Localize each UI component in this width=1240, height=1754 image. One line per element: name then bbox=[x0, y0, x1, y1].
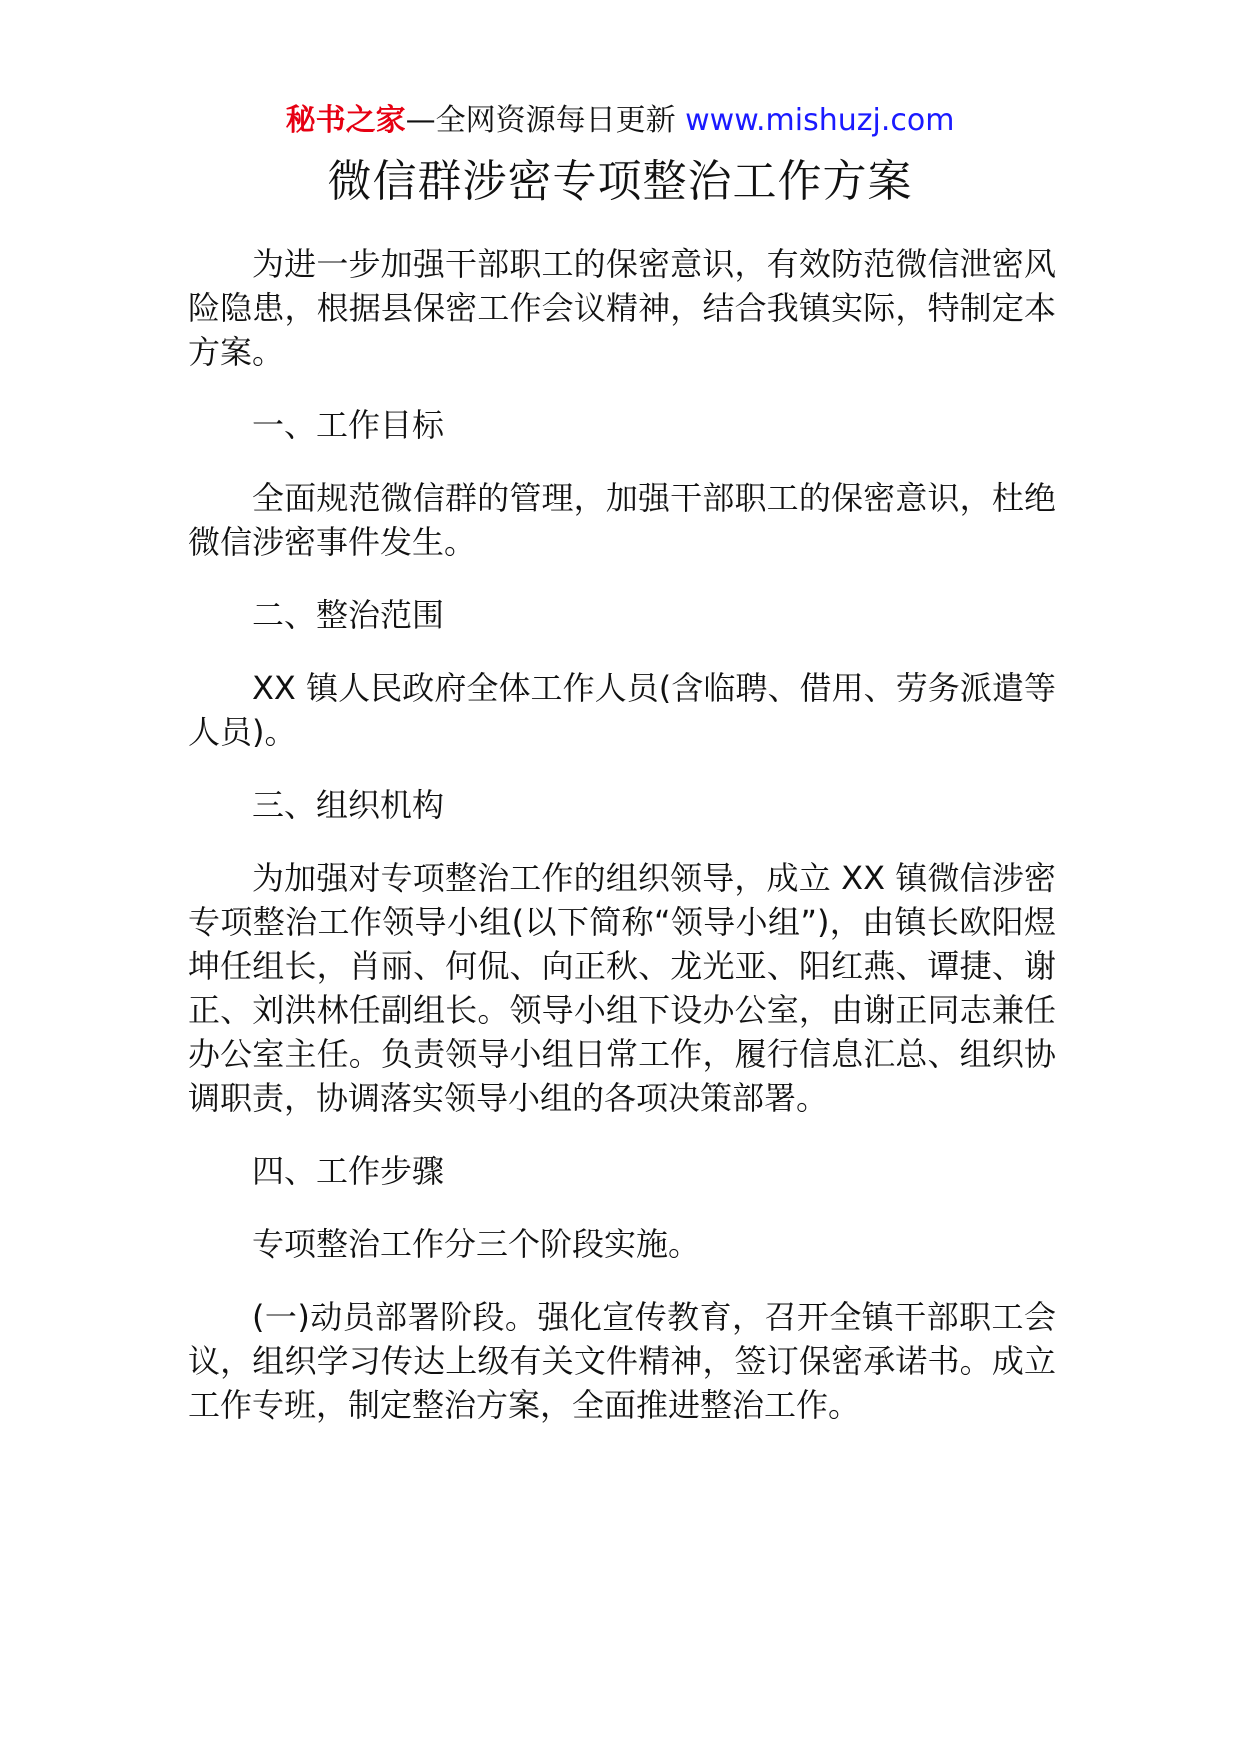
site-tagline: —全网资源每日更新 bbox=[405, 103, 676, 138]
intro-paragraph: 为进一步加强干部职工的保密意识，有效防范微信泄密风险隐患，根据县保密工作会议精神，结合我镇实际，特制定本方案。 bbox=[188, 245, 1056, 371]
steps-intro-paragraph: 专项整治工作分三个阶段实施。 bbox=[252, 1225, 701, 1263]
section-heading-scope: 二、整治范围 bbox=[252, 596, 445, 634]
steps-phase-one-paragraph: (一)动员部署阶段。强化宣传教育，召开全镇干部职工会议，组织学习传达上级有关文件精神，签订保密承诺书。成立工作专班，制定整治方案，全面推进整治工作。 bbox=[188, 1298, 1056, 1424]
site-header bbox=[0, 100, 1240, 142]
site-brand: 秘书之家 bbox=[285, 103, 406, 138]
scope-paragraph: XX 镇人民政府全体工作人员(含临聘、借用、劳务派遣等人员)。 bbox=[188, 669, 1056, 751]
section-heading-steps: 四、工作步骤 bbox=[252, 1152, 445, 1190]
document-title: 微信群涉密专项整治工作方案 bbox=[327, 156, 913, 207]
section-heading-organization: 三、组织机构 bbox=[252, 786, 445, 824]
organization-paragraph: 为加强对专项整治工作的组织领导，成立 XX 镇微信涉密专项整治工作领导小组(以下简称“领导小组”)，由镇长欧阳煜坤任组长，肖丽、何侃、向正秋、龙光亚、阳红燕、谭捷、谢正、刘洪林任副组长。领导小组下设办公室，由谢正同志兼任办公室主任。负责领导小组日常工作，履行信息汇总、组织协调职责，协调落实领导小组的各项决策部署。 bbox=[188, 859, 1056, 1117]
document-body bbox=[188, 242, 1056, 1456]
goals-paragraph: 全面规范微信群的管理，加强干部职工的保密意识，杜绝微信涉密事件发生。 bbox=[188, 479, 1056, 561]
section-heading-goals: 一、工作目标 bbox=[252, 406, 445, 444]
site-url-link[interactable]: www.mishuzj.com bbox=[685, 103, 955, 138]
